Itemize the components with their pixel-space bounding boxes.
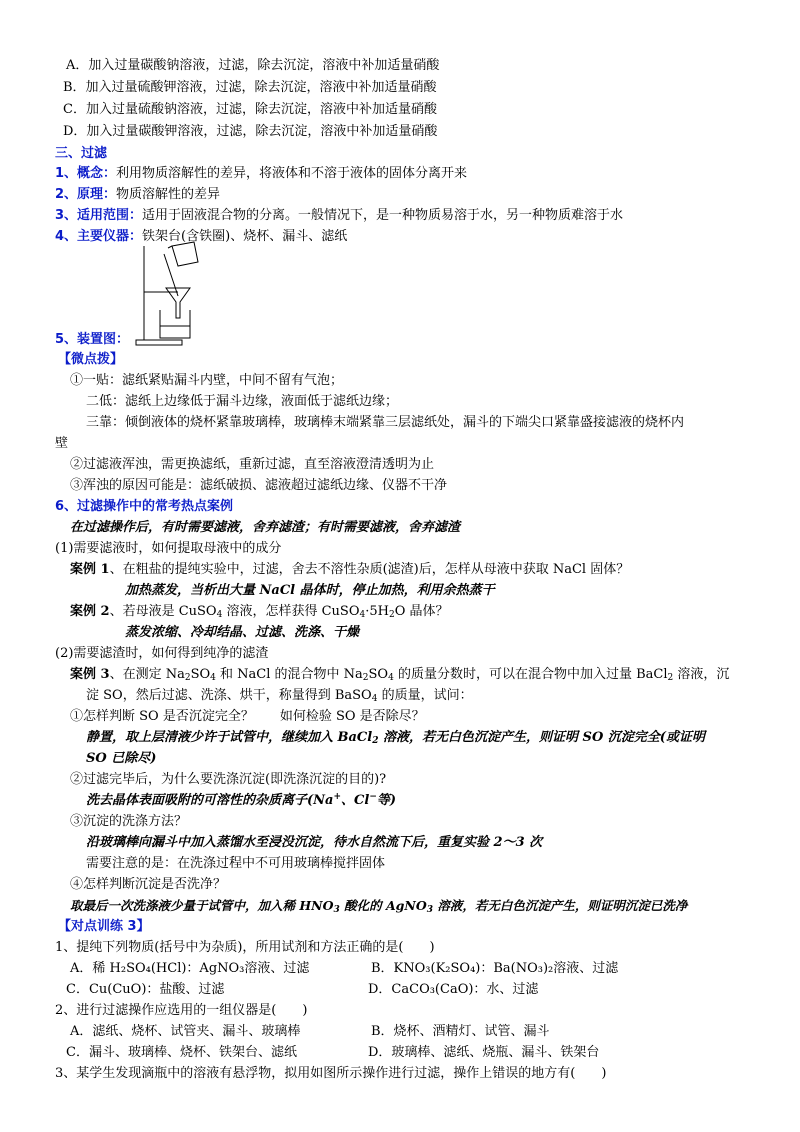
note-wash: 需要注意的是：在洗涤过程中不可用玻璃棒搅拌固体 xyxy=(86,856,386,871)
case-1-answer: 加热蒸发，当析出大量 NaCl 晶体时，停止加热，利用余热蒸干 xyxy=(125,583,495,598)
case-3-a: 、在测定 Na xyxy=(109,667,185,682)
option-d: D．加入过量碳酸钾溶液，过滤，除去沉淀，溶液中补加适量硝酸 xyxy=(63,124,438,139)
sub-2: 2 xyxy=(184,673,191,683)
sub-2: 2 xyxy=(667,673,674,683)
option-c: C．加入过量硫酸钠溶液，过滤，除去沉淀，溶液中补加适量硝酸 xyxy=(63,102,437,117)
training-q2-b: B．烧杯、酒精灯、试管、漏斗 xyxy=(371,1024,550,1039)
tip-turbid: ②过滤液浑浊，需更换滤纸，重新过滤，直至溶液澄清透明为止 xyxy=(70,457,435,472)
case-2-text-d: O 晶体？ xyxy=(394,604,449,619)
question-filtrate: (1)需要滤液时，如何提取母液中的成分 xyxy=(55,541,282,556)
training-q1: 1、提纯下列物质(括号中为杂质)，所用试剂和方法正确的是( ) xyxy=(55,940,435,955)
answer-2-a: 洗去晶体表面吸附的可溶性的杂质离子(Na xyxy=(86,793,334,808)
case-3-d: SO xyxy=(368,667,389,682)
case-2-answer: 蒸发浓缩、冷却结晶、过滤、洗涤、干燥 xyxy=(125,625,360,640)
case-3-b: SO xyxy=(190,667,211,682)
training-q1-a: A．稀 H₂SO₄(HCl)：AgNO₃溶液、过滤 xyxy=(70,961,310,976)
instruments-text: 铁架台(含铁圈)、烧杯、漏斗、滤纸 xyxy=(142,229,348,244)
tip-one-stick: ①一贴：滤纸紧贴漏斗内壁，中间不留有气泡； xyxy=(70,373,344,388)
case-3-f: 溶液，沉 xyxy=(673,667,730,682)
tip-turbid-cause: ③浑浊的原因可能是：滤纸破损、滤液超过滤纸边缘、仪器不干净 xyxy=(70,478,448,493)
case-2-label: 案例 2 xyxy=(70,604,110,619)
case-3-line2-a: 淀 SO，然后过滤、洗涤、烘干，称量得到 BaSO xyxy=(86,688,372,703)
option-b: B．加入过量硫酸钾溶液，过滤，除去沉淀，溶液中补加适量硝酸 xyxy=(63,80,437,95)
answer-1-cont: SO 已除尽) xyxy=(86,751,157,766)
sub-question-1: ①怎样判断 SO 是否沉淀完全？ 如何检验 SO 是否除尽？ xyxy=(70,709,425,724)
case-3-e: 的质量分数时，可以在混合物中加入过量 BaCl xyxy=(393,667,668,682)
sub-2: 2 xyxy=(388,610,395,620)
instruments-label: 4、主要仪器： xyxy=(55,229,143,244)
cases-intro: 在过滤操作后，有时需要滤液，舍弃滤渣；有时需要滤液，舍弃滤渣 xyxy=(70,520,461,535)
answer-4-c: 溶液，若无白色沉淀产生，则证明沉淀已洗净 xyxy=(432,898,688,913)
case-2-text-b: 溶液，怎样获得 CuSO xyxy=(222,604,360,619)
sup-minus: − xyxy=(369,792,377,802)
answer-4-b: 酸化的 AgNO xyxy=(339,898,427,913)
case-1-text: 、在粗盐的提纯实验中，过滤，舍去不溶性杂质(滤渣)后，怎样从母液中获取 NaCl 固体？ xyxy=(109,562,630,577)
concept-text: 利用物质溶解性的差异，将液体和不溶于液体的固体分离开来 xyxy=(116,166,468,181)
sub-4: 4 xyxy=(210,673,216,683)
training-header: 【对点训练 3】 xyxy=(58,919,150,934)
concept-line xyxy=(55,164,467,184)
question-residue: (2)需要滤渣时，如何得到纯净的滤渣 xyxy=(55,646,269,661)
training-q1-b: B．KNO₃(K₂SO₄)：Ba(NO₃)₂溶液、过滤 xyxy=(371,961,619,976)
principle-line xyxy=(55,185,220,205)
principle-text: 物质溶解性的差异 xyxy=(116,187,221,202)
tip-two-low: 二低：滤纸上边缘低于漏斗边缘，液面低于滤纸边缘； xyxy=(86,394,399,409)
case-3-c: 和 NaCl 的混合物中 Na xyxy=(215,667,363,682)
case-3 xyxy=(70,665,729,685)
answer-2 xyxy=(86,791,396,811)
concept-label: 1、概念： xyxy=(55,166,117,181)
section-title: 三、过滤 xyxy=(55,146,108,161)
training-q2-d: D．玻璃棒、滤纸、烧瓶、漏斗、铁架台 xyxy=(368,1045,600,1060)
answer-4-a: 取最后一次洗涤液少量于试管中，加入稀 HNO xyxy=(70,898,334,913)
answer-1-a: 静置，取上层清液少许于试管中，继续加入 BaCl xyxy=(86,730,373,745)
sub-4: 4 xyxy=(359,610,366,620)
sub-question-3: ③沉淀的洗涤方法？ xyxy=(70,814,188,829)
training-q2-c: C．漏斗、玻璃棒、烧杯、铁架台、滤纸 xyxy=(66,1045,297,1060)
case-2 xyxy=(70,602,449,622)
sup-plus: + xyxy=(333,792,342,802)
case-2-text-a: 、若母液是 CuSO xyxy=(109,604,217,619)
answer-3: 沿玻璃棒向漏斗中加入蒸馏水至浸没沉淀，待水自然流下后，重复实验 2～3 次 xyxy=(86,835,543,850)
cases-title: 6、过滤操作中的常考热点案例 xyxy=(55,499,234,514)
principle-label: 2、原理： xyxy=(55,187,117,202)
apparatus-label: 5、装置图： xyxy=(55,332,130,347)
sub-3: 3 xyxy=(426,905,433,915)
case-1-label: 案例 1 xyxy=(70,562,110,577)
sub-2: 2 xyxy=(362,673,369,683)
sub-4: 4 xyxy=(371,694,378,704)
filtration-apparatus-figure xyxy=(132,240,204,350)
sub-question-2: ②过滤完毕后，为什么要洗涤沉淀(即洗涤沉淀的目的)? xyxy=(70,772,387,787)
training-q1-d: D．CaCO₃(CaO)：水、过滤 xyxy=(368,982,539,997)
sub-4: 4 xyxy=(216,610,223,620)
answer-1 xyxy=(86,728,705,748)
training-q2-a: A．滤纸、烧杯、试管夹、漏斗、玻璃棒 xyxy=(70,1024,301,1039)
answer-2-end: 等) xyxy=(376,793,397,808)
sub-4: 4 xyxy=(388,673,394,683)
case-3-line2-b: 的质量，试问： xyxy=(377,688,473,703)
scope-label: 3、适用范围： xyxy=(55,208,143,223)
training-q2: 2、进行过滤操作应选用的一组仪器是( ) xyxy=(55,1003,308,1018)
sub-2: 2 xyxy=(372,736,379,746)
scope-text: 适用于固液混合物的分离。一般情况下，是一种物质易溶于水，另一种物质难溶于水 xyxy=(142,208,624,223)
apparatus-line xyxy=(55,330,129,350)
training-q1-c: C．Cu(CuO)：盐酸、过滤 xyxy=(66,982,225,997)
case-2-text-c: ·5H xyxy=(365,604,389,619)
sub-3: 3 xyxy=(333,905,340,915)
sub-question-4: ④怎样判断沉淀是否洗净？ xyxy=(70,877,227,892)
answer-4 xyxy=(70,896,687,916)
option-a: A．加入过量碳酸钠溶液，过滤，除去沉淀，溶液中补加适量硝酸 xyxy=(66,58,440,73)
tips-header: 【微点拨】 xyxy=(58,352,124,367)
training-q3: 3、某学生发现滴瓶中的溶液有悬浮物，拟用如图所示操作进行过滤，操作上错误的地方有( ) xyxy=(55,1066,607,1081)
case-3-label: 案例 3 xyxy=(70,667,110,682)
case-1 xyxy=(70,560,629,580)
tip-three-lean-cont: 壁 xyxy=(55,436,69,451)
answer-1-b: 溶液，若无白色沉淀产生，则证明 SO 沉淀完全(或证明 xyxy=(378,730,705,745)
tip-three-lean: 三靠：倾倒液体的烧杯紧靠玻璃棒，玻璃棒末端紧靠三层滤纸处，漏斗的下端尖口紧靠盛接滤液的烧杯内 xyxy=(86,415,685,430)
answer-2-mid: 、Cl xyxy=(341,793,370,808)
case-3-cont xyxy=(86,686,473,706)
scope-line xyxy=(55,206,623,226)
